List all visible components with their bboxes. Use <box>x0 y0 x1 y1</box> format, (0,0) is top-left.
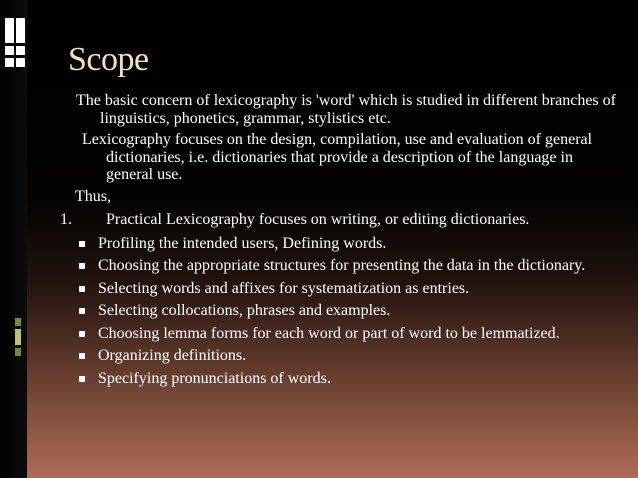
bullet-square-icon <box>79 376 85 382</box>
bullet-text: Profiling the intended users, Defining words. <box>98 234 387 252</box>
bullet-square-icon <box>79 241 85 247</box>
bullet-item <box>60 325 620 343</box>
bullet-item <box>60 302 620 320</box>
item-number: 1. <box>60 211 72 228</box>
bullet-text: Selecting collocations, phrases and examples. <box>98 302 391 319</box>
bullet-text: Specifying pronunciations of words. <box>98 369 331 387</box>
bullet-text: Choosing lemma forms for each word or part of word to be lemmatized. <box>98 324 560 342</box>
bullet-item <box>60 347 620 365</box>
slide-body <box>60 92 620 392</box>
paragraph-2: Lexicography focuses on the design, compilation, use and evaluation of general dictionaries, i.e. dictionaries that provide a description of the language in general use. <box>82 131 593 183</box>
bullet-square-icon <box>79 263 85 269</box>
bullet-item <box>60 257 620 275</box>
bullet-text: Selecting words and affixes for systematization as entries. <box>98 279 470 297</box>
bullet-item <box>60 370 620 388</box>
slide-title: Scope <box>68 41 149 78</box>
bullet-square-icon <box>79 331 85 337</box>
paragraph-1: The basic concern of lexicography is 'word' which is studied in different branches of linguistics, phonetics, grammar, stylistics etc. <box>76 92 616 127</box>
bullet-text: Choosing the appropriate structures for presenting the data in the dictionary. <box>98 257 586 274</box>
bullet-item <box>60 280 620 298</box>
bullet-square-icon <box>79 308 85 314</box>
numbered-item <box>60 211 620 229</box>
left-decoration-bar <box>0 0 27 478</box>
bullet-item <box>60 235 620 253</box>
thus-label: Thus, <box>75 187 111 205</box>
item-text: Practical Lexicography focuses on writing, or editing dictionaries. <box>106 211 530 228</box>
bullet-text: Organizing definitions. <box>98 347 247 364</box>
bullet-square-icon <box>79 353 85 359</box>
bullet-square-icon <box>79 286 85 292</box>
